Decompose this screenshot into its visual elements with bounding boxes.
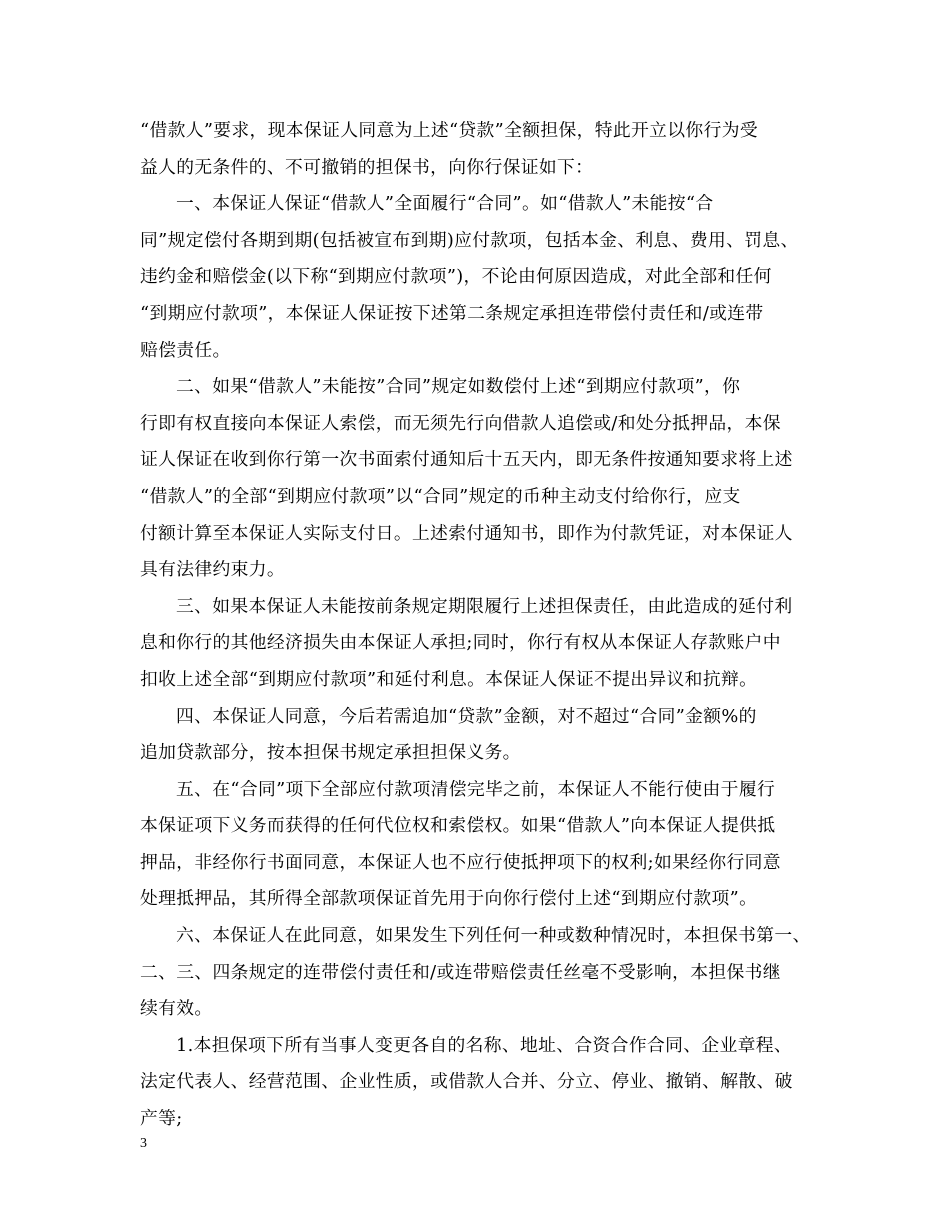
text-line: 同”规定偿付各期到期(包括被宣布到期)应付款项，包括本金、利息、费用、罚息、 bbox=[140, 229, 799, 251]
text-line: 产等; bbox=[140, 1108, 183, 1130]
text-line: 违约金和赔偿金(以下称“到期应付款项”)，不论由何原因造成，对此全部和任何 bbox=[140, 266, 772, 288]
text-line: 本保证项下义务而获得的任何代位权和索偿权。如果“借款人”向本保证人提供抵 bbox=[140, 815, 776, 837]
text-line: 处理抵押品，其所得全部款项保证首先用于向你行偿付上述“到期应付款项”。 bbox=[140, 888, 758, 910]
text-line: 益人的无条件的、不可撤销的担保书，向你行保证如下： bbox=[140, 156, 594, 178]
text-line: 1.本担保项下所有当事人变更各自的名称、地址、合资合作合同、企业章程、 bbox=[176, 1034, 792, 1056]
text-line: 四、本保证人同意，今后若需追加“贷款”金额，对不超过“合同”金额%的 bbox=[176, 705, 757, 727]
text-line: “借款人”要求，现本保证人同意为上述“贷款”全额担保，特此开立以你行为受 bbox=[140, 120, 758, 141]
text-line: 付额计算至本保证人实际支付日。上述索付通知书，即作为付款凭证，对本保证人 bbox=[140, 522, 793, 544]
text-line: 追加贷款部分，按本担保书规定承担担保义务。 bbox=[140, 742, 521, 764]
text-line: 三、如果本保证人未能按前条规定期限履行上述担保责任，由此造成的延付利 bbox=[176, 595, 793, 617]
text-line: 五、在“合同”项下全部应付款项清偿完毕之前，本保证人不能行使由于履行 bbox=[176, 778, 776, 800]
text-line: 六、本保证人在此同意，如果发生下列任何一种或数种情况时，本担保书第一、 bbox=[176, 925, 811, 947]
page-number: 3 bbox=[140, 1136, 147, 1151]
text-line: 证人保证在收到你行第一次书面索付通知后十五天内，即无条件按通知要求将上述 bbox=[140, 449, 793, 471]
text-line: 法定代表人、经营范围、企业性质，或借款人合并、分立、停业、撤销、解散、破 bbox=[140, 1071, 793, 1093]
text-line: “到期应付款项”，本保证人保证按下述第二条规定承担连带偿付责任和/或连带 bbox=[140, 302, 764, 324]
text-line: 二、如果“借款人”未能按”合同”规定如数偿付上述“到期应付款项”，你 bbox=[176, 376, 741, 398]
text-line: 二、三、四条规定的连带偿付责任和/或连带赔偿责任丝毫不受影响，本担保书继 bbox=[140, 961, 781, 983]
text-line: 续有效。 bbox=[140, 998, 213, 1020]
text-line: 一、本保证人保证“借款人”全面履行“合同”。如“借款人”未能按“合 bbox=[176, 193, 714, 215]
text-line: “借款人”的全部“到期应付款项”以“合同”规定的币种主动支付给你行，应支 bbox=[140, 485, 741, 507]
text-line: 赔偿责任。 bbox=[140, 339, 231, 361]
text-line: 具有法律约束力。 bbox=[140, 559, 286, 581]
document-body bbox=[140, 113, 812, 1138]
text-line: 息和你行的其他经济损失由本保证人承担;同时，你行有权从本保证人存款账户中 bbox=[140, 632, 781, 654]
text-line: 押品，非经你行书面同意，本保证人也不应行使抵押项下的权利;如果经你行同意 bbox=[140, 851, 781, 873]
text-line: 扣收上述全部“到期应付款项”和延付利息。本保证人保证不提出异议和抗辩。 bbox=[140, 668, 758, 690]
text-line: 行即有权直接向本保证人索偿，而无须先行向借款人追偿或/和处分抵押品，本保 bbox=[140, 412, 781, 434]
